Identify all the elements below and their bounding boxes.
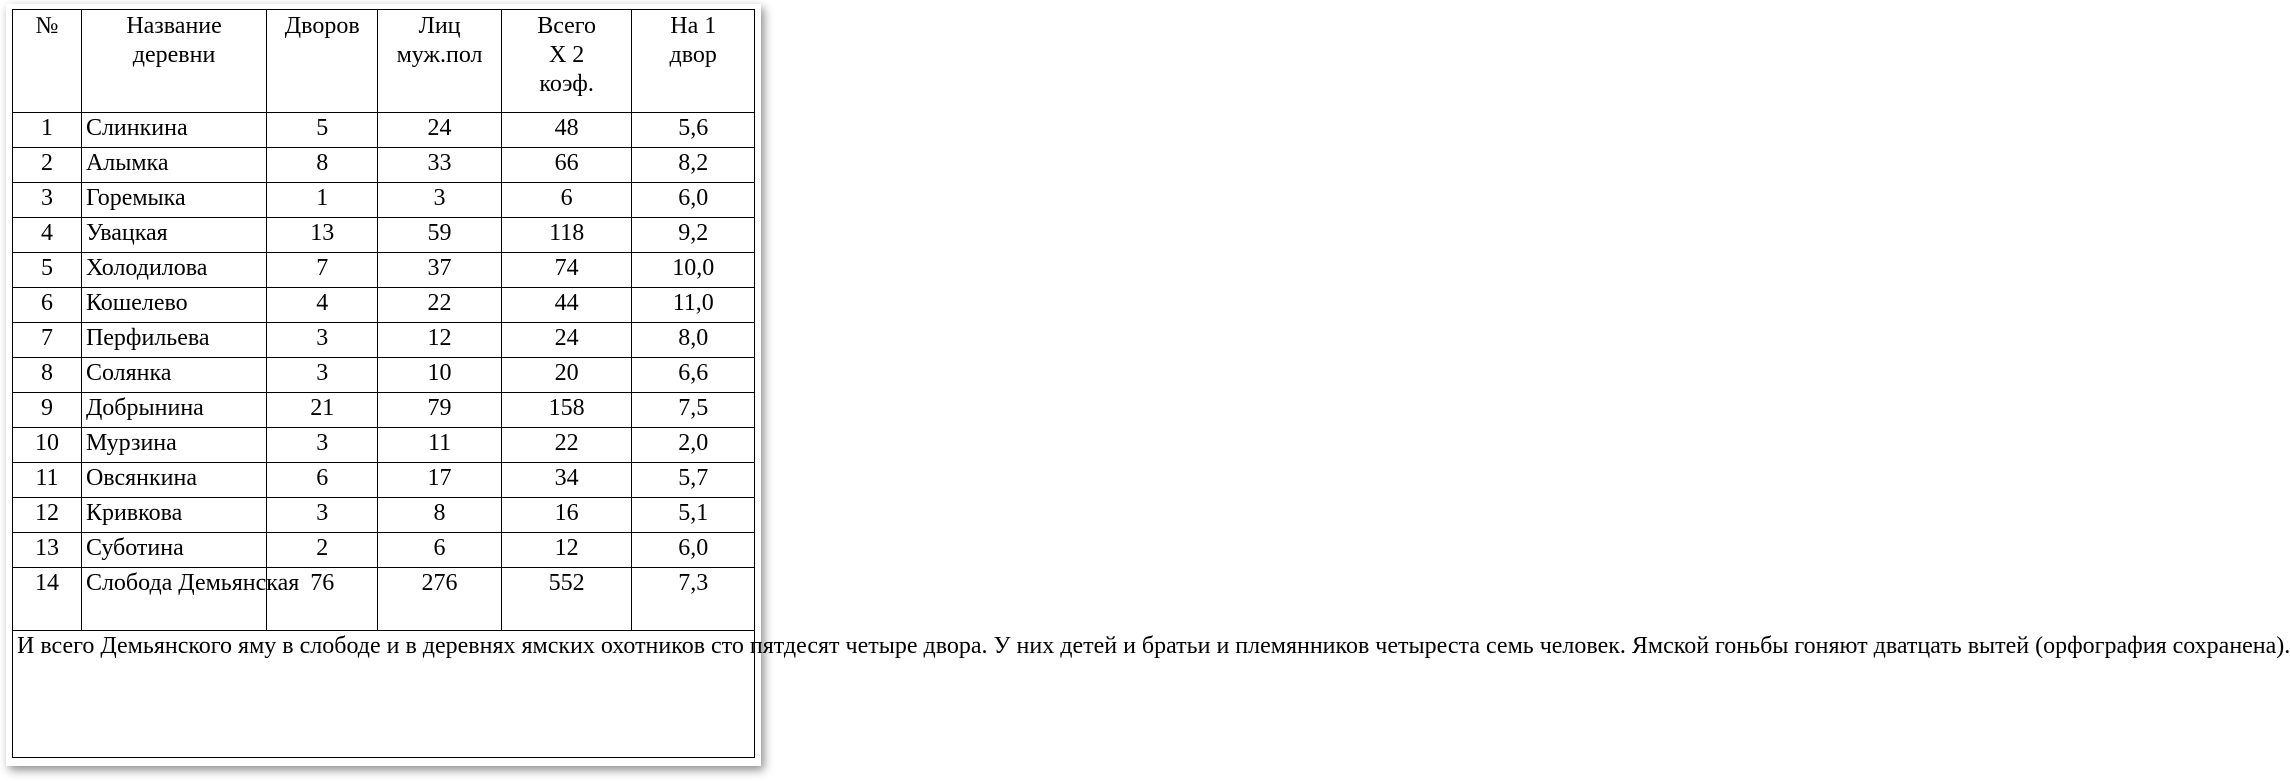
cell-name: Слобода Демьянская [81, 568, 266, 631]
cell-men: 17 [378, 463, 501, 498]
cell-total: 118 [501, 218, 632, 253]
header-yards: Дворов [267, 10, 378, 113]
cell-per-yard: 5,6 [632, 113, 755, 148]
cell-per-yard: 7,5 [632, 393, 755, 428]
cell-num: 6 [13, 288, 82, 323]
cell-total: 158 [501, 393, 632, 428]
cell-name: Добрынина [81, 393, 266, 428]
cell-men: 6 [378, 533, 501, 568]
cell-total: 44 [501, 288, 632, 323]
cell-per-yard: 8,0 [632, 323, 755, 358]
cell-total: 24 [501, 323, 632, 358]
cell-name: Суботина [81, 533, 266, 568]
cell-yards: 21 [267, 393, 378, 428]
cell-num: 4 [13, 218, 82, 253]
cell-total: 20 [501, 358, 632, 393]
cell-name: Солянка [81, 358, 266, 393]
cell-per-yard: 6,6 [632, 358, 755, 393]
cell-men: 10 [378, 358, 501, 393]
cell-num: 2 [13, 148, 82, 183]
cell-num: 12 [13, 498, 82, 533]
cell-num: 1 [13, 113, 82, 148]
cell-name: Холодилова [81, 253, 266, 288]
cell-yards: 76 [267, 568, 378, 631]
cell-yards: 3 [267, 323, 378, 358]
cell-men: 22 [378, 288, 501, 323]
cell-name: Кошелево [81, 288, 266, 323]
cell-per-yard: 7,3 [632, 568, 755, 631]
cell-total: 6 [501, 183, 632, 218]
table-row [13, 148, 755, 183]
table-row [13, 113, 755, 148]
cell-yards: 3 [267, 428, 378, 463]
cell-total: 12 [501, 533, 632, 568]
cell-total: 16 [501, 498, 632, 533]
cell-per-yard: 5,1 [632, 498, 755, 533]
table-row [13, 218, 755, 253]
cell-yards: 4 [267, 288, 378, 323]
table-row [13, 428, 755, 463]
cell-men: 8 [378, 498, 501, 533]
cell-name: Увацкая [81, 218, 266, 253]
cell-per-yard: 9,2 [632, 218, 755, 253]
table-row [13, 358, 755, 393]
table-row [13, 183, 755, 218]
cell-name: Горемыка [81, 183, 266, 218]
cell-men: 59 [378, 218, 501, 253]
cell-name: Слинкина [81, 113, 266, 148]
cell-per-yard: 8,2 [632, 148, 755, 183]
cell-num: 7 [13, 323, 82, 358]
cell-yards: 7 [267, 253, 378, 288]
cell-name: Кривкова [81, 498, 266, 533]
cell-men: 37 [378, 253, 501, 288]
cell-total: 66 [501, 148, 632, 183]
table-row [13, 323, 755, 358]
cell-men: 79 [378, 393, 501, 428]
cell-name: Алымка [81, 148, 266, 183]
cell-yards: 6 [267, 463, 378, 498]
cell-num: 8 [13, 358, 82, 393]
cell-total: 48 [501, 113, 632, 148]
cell-per-yard: 11,0 [632, 288, 755, 323]
cell-yards: 3 [267, 498, 378, 533]
cell-men: 12 [378, 323, 501, 358]
cell-total: 74 [501, 253, 632, 288]
table-row [13, 253, 755, 288]
table-row [13, 498, 755, 533]
table-row [13, 533, 755, 568]
cell-yards: 5 [267, 113, 378, 148]
cell-men: 11 [378, 428, 501, 463]
cell-num: 9 [13, 393, 82, 428]
cell-num: 11 [13, 463, 82, 498]
table-row [13, 463, 755, 498]
cell-men: 3 [378, 183, 501, 218]
cell-name: Мурзина [81, 428, 266, 463]
cell-men: 33 [378, 148, 501, 183]
cell-yards: 1 [267, 183, 378, 218]
cell-num: 14 [13, 568, 82, 631]
cell-per-yard: 6,0 [632, 183, 755, 218]
table-header-row [13, 10, 755, 113]
cell-per-yard: 5,7 [632, 463, 755, 498]
cell-men: 276 [378, 568, 501, 631]
table-row [13, 568, 755, 631]
header-per-yard: На 1 двор [632, 10, 755, 113]
header-num: № [13, 10, 82, 113]
cell-name: Перфильева [81, 323, 266, 358]
cell-num: 10 [13, 428, 82, 463]
header-male-persons: Лиц муж.пол [378, 10, 501, 113]
cell-total: 34 [501, 463, 632, 498]
cell-yards: 2 [267, 533, 378, 568]
cell-num: 13 [13, 533, 82, 568]
cell-num: 5 [13, 253, 82, 288]
cell-per-yard: 6,0 [632, 533, 755, 568]
cell-men: 24 [378, 113, 501, 148]
historical-note: И всего Демьянского яму в слободе и в деревнях ямских охотников сто пятдесят четыре двора. У них детей и братьи и племянников четыреста семь человек. Ямской гоньбы гоняют дватцать вытей (орфография сохранена). [13, 631, 755, 758]
cell-per-yard: 10,0 [632, 253, 755, 288]
cell-total: 552 [501, 568, 632, 631]
note-row [13, 631, 755, 758]
cell-num: 3 [13, 183, 82, 218]
cell-name: Овсянкина [81, 463, 266, 498]
cell-yards: 3 [267, 358, 378, 393]
cell-yards: 13 [267, 218, 378, 253]
cell-total: 22 [501, 428, 632, 463]
table-body [13, 113, 755, 631]
cell-yards: 8 [267, 148, 378, 183]
cell-per-yard: 2,0 [632, 428, 755, 463]
table-row [13, 393, 755, 428]
table-row [13, 288, 755, 323]
header-total-coef: Всего Х 2 коэф. [501, 10, 632, 113]
header-village-name: Название деревни [81, 10, 266, 113]
census-table [12, 9, 2290, 758]
